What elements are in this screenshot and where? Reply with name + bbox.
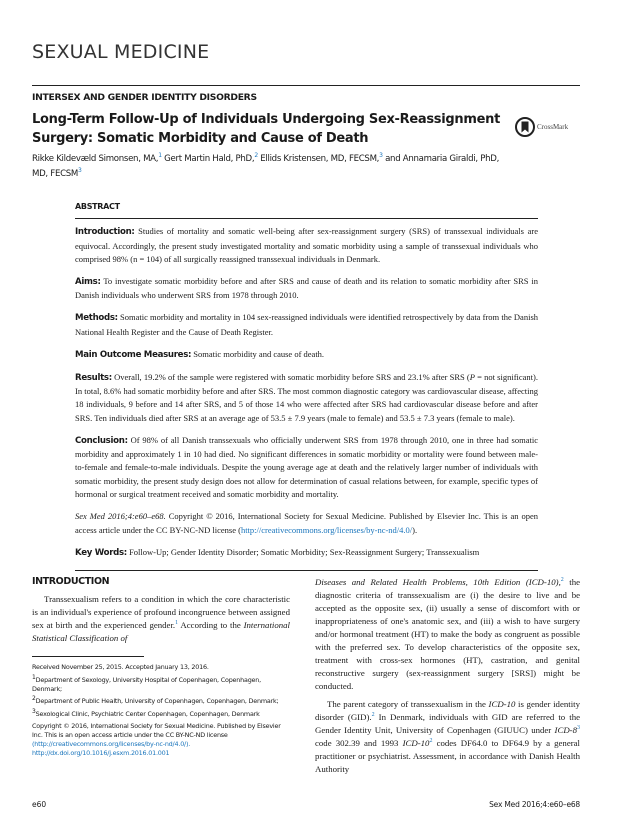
crossmark-label: CrossMark [537, 123, 569, 131]
icd-ref: ICD-10 [402, 738, 430, 748]
affiliation-ref[interactable]: 2 [254, 152, 258, 160]
abstract-methods [75, 311, 538, 339]
left-column [32, 576, 290, 645]
abstract-keywords [75, 546, 538, 560]
affiliation [32, 694, 290, 706]
affiliation-number: 3 [32, 707, 36, 715]
abstract-rule [75, 218, 538, 219]
citation-end: ). [412, 524, 418, 535]
classification-title: Diseases and Related Health Problems, 10th Edition [315, 577, 521, 587]
citation-italic: Sex Med 2016;4:e60–e68. [75, 511, 166, 522]
crossmark-icon [515, 117, 535, 137]
keywords-text: Follow-Up; Gender Identity Disorder; Somatic Morbidity; Sex-Reassignment Surgery; Transsexualism [126, 546, 480, 557]
affiliation-text: Department of Public Health, University of Copenhagen, Copenhagen, Denmark; [35, 697, 279, 705]
abstract-heading: ABSTRACT [75, 202, 120, 211]
journal-name: SEXUAL MEDICINE [32, 41, 210, 63]
abstract-section-text: = not significant). In total, 8.6% had somatic morbidity before and after SRS. The most common diagnostic category was cardiovascular disease, affecting 18 individuals, 9 before and 14 after SRS, and 5 of those 14 who were affected after SRS had cardiovascular disease before and after SRS. Ten individuals died after SRS at an average age of 53.5 ± 7.9 years (male to female) and 53.5 ± 7.3 years (female to male). [75, 371, 539, 423]
received-dates: Received November 25, 2015. Accepted January 13, 2016. [32, 663, 209, 671]
affiliation-ref[interactable]: 3 [78, 167, 82, 175]
reference-link[interactable]: 1 [175, 620, 179, 627]
reference-link[interactable]: 2 [371, 712, 375, 719]
doi-link[interactable]: http://dx.doi.org/10.1016/j.esxm.2016.01.001 [32, 749, 170, 757]
paragraph-text: In Denmark, individuals with GID are referred to the Gender Identity Unit, University of Copenhagen (GIUUC) under [315, 712, 580, 735]
abstract-section-text: Somatic morbidity and mortality in 104 sex-reassigned individuals were identified retrospectively by data from the Danish National Health Register and the Cause of Death Register. [75, 312, 538, 337]
paragraph-text: codes DF64.0 to DF64.9 by a general practitioner or psychiatrist. Assessment, in accordance with Danish Health Authority [315, 738, 580, 774]
paragraph-text: The parent category of transsexualism in the [327, 699, 489, 709]
copyright-text: Copyright © 2016, International Society for Sexual Medicine. Published by Elsevier Inc. This is an open access article under the CC BY-NC-ND license [32, 722, 281, 739]
p-value-symbol: P [469, 371, 475, 382]
abstract-section-text: Of 98% of all Danish transsexuals who officially underwent SRS from 1978 through 2010, one in three had somatic morbidity and approximately 1 in 10 had died. No significant differences in somatic morbidity or mortality were found between male-to-female and female-to-male individuals. Despite the young average age at death and the relatively larger number of individuals with somatic morbidity, the present study design does not allow for determination of casual relations between, for example, specific types of hormonal or surgical treatment received and somatic morbidity and mortality. [75, 434, 538, 500]
paragraph-text: is gender identity disorder (GID). [315, 699, 580, 722]
paragraph-text: According to the [178, 620, 244, 630]
reference-link[interactable]: 3 [577, 725, 580, 732]
abstract-section-head: Conclusion: [75, 435, 128, 446]
paragraph-text: the diagnostic criteria of transsexualism are (i) the desire to live and be accepted as the opposite sex, (ii) usually a sense of discomfort with or inappropriateness of one's anatomic sex, and (iii) a wish to have surgery and/or hormonal treatment (HT) to make the body as congruent as possible with the preferred sex. To develop characteristics of the opposite sex, treatment with cross-sex hormones (HT), castration, and genital reconstructive surgery (sex-reassignment surgery [SRS]) might be conducted. [315, 577, 580, 691]
keywords-head: Key Words: [75, 547, 127, 558]
intro-paragraph-1-continued [315, 576, 580, 693]
abstract-introduction [75, 225, 538, 266]
affiliation [32, 707, 290, 719]
title-line: Long-Term Follow-Up of Individuals Undergoing Sex-Reassignment [32, 112, 500, 127]
intro-paragraph-2 [315, 698, 580, 776]
introduction-heading: INTRODUCTION [32, 576, 110, 587]
abstract-section-head: Results: [75, 372, 112, 383]
license-link[interactable]: http://creativecommons.org/licenses/by-nc-nd/4.0/ [240, 524, 413, 535]
affiliation-text: Sexological Clinic, Psychiatric Center Copenhagen, Copenhagen, Denmark [35, 709, 260, 718]
right-column [315, 576, 580, 776]
abstract-bottom-rule [75, 570, 538, 571]
page-number: e60 [32, 800, 47, 809]
abstract-citation [75, 510, 538, 537]
abstract-section-head: Aims: [75, 277, 101, 288]
paragraph-text: Transsexualism refers to a condition in which the core characteristic is an individual's experience of profound incongruence between assigned sex at birth and the experienced gender. [32, 594, 290, 630]
reference-link[interactable]: 2 [560, 577, 564, 584]
affiliation-ref[interactable]: 1 [158, 152, 162, 160]
abstract-outcome-measures [75, 348, 538, 362]
icd-ref: ICD-10 [488, 699, 516, 709]
abstract-section-text: Somatic morbidity and cause of death. [191, 348, 325, 359]
author-name: and Annamaria Giraldi, PhD, MD, FECSM [32, 154, 500, 179]
header-rule [32, 85, 580, 86]
affiliation-number: 1 [32, 673, 36, 681]
article-title [32, 110, 502, 148]
abstract-section-text: To investigate somatic morbidity before and after SRS and cause of death and its relation to somatic morbidity after SRS in Danish individuals who underwent SRS from 1978 through 2010. [75, 276, 538, 301]
affiliation-number: 2 [32, 694, 36, 702]
affiliation [32, 673, 290, 694]
abstract-block [75, 202, 538, 568]
license-link[interactable]: (http://creativecommons.org/licenses/by-nc-nd/4.0/). [32, 740, 191, 748]
author-name: Ellids Kristensen, MD, FECSM, [257, 154, 380, 164]
footer-citation: Sex Med 2016;4:e60–e68 [489, 800, 580, 809]
classification-abbrev: (ICD-10), [520, 577, 561, 587]
abstract-aims [75, 275, 538, 303]
abstract-section-text: Studies of mortality and somatic well-being after sex-reassignment surgery (SRS) of transsexual individuals are equivocal. Accordingly, the present study investigated mortality and somatic morbidity using a sample of transsexual individuals who comprised 98% (n = 104) of all surgically reassigned transsexual individuals in Denmark. [75, 226, 538, 265]
author-name: Gert Martin Hald, PhD, [161, 154, 255, 164]
author-list [32, 152, 502, 182]
paragraph-text: code 302.39 and 1993 [315, 738, 403, 748]
abstract-section-head: Introduction: [75, 227, 135, 238]
author-name: Rikke Kildevæld Simonsen, MA, [32, 154, 159, 164]
affiliation-ref[interactable]: 3 [379, 152, 383, 160]
classification-title: International Statistical Classification of [32, 620, 290, 643]
icd-ref: ICD-8 [554, 725, 577, 735]
copyright-notice [32, 722, 290, 758]
reference-link[interactable]: 2 [429, 738, 433, 745]
abstract-section-head: Main Outcome Measures: [75, 349, 192, 360]
footnote-rule [32, 656, 144, 657]
abstract-conclusion [75, 434, 538, 502]
intro-paragraph-1 [32, 593, 290, 645]
citation-text: Copyright © 2016, International Society for Sexual Medicine. Published by Elsevier Inc. This is an open access article under the CC BY-NC-ND license ( [75, 511, 538, 535]
title-line: Surgery: Somatic Morbidity and Cause of Death [32, 131, 369, 146]
affiliation-text: Department of Sexology, University Hospital of Copenhagen, Copenhagen, Denmark; [32, 675, 261, 693]
abstract-section-head: Methods: [75, 313, 118, 324]
section-label: INTERSEX AND GENDER IDENTITY DISORDERS [32, 92, 257, 103]
footnotes [32, 663, 290, 758]
abstract-results [75, 371, 538, 426]
abstract-section-text: Overall, 19.2% of the sample were registered with somatic morbidity before SRS and 23.1% after SRS ( [111, 371, 470, 382]
crossmark-badge[interactable] [515, 117, 568, 137]
